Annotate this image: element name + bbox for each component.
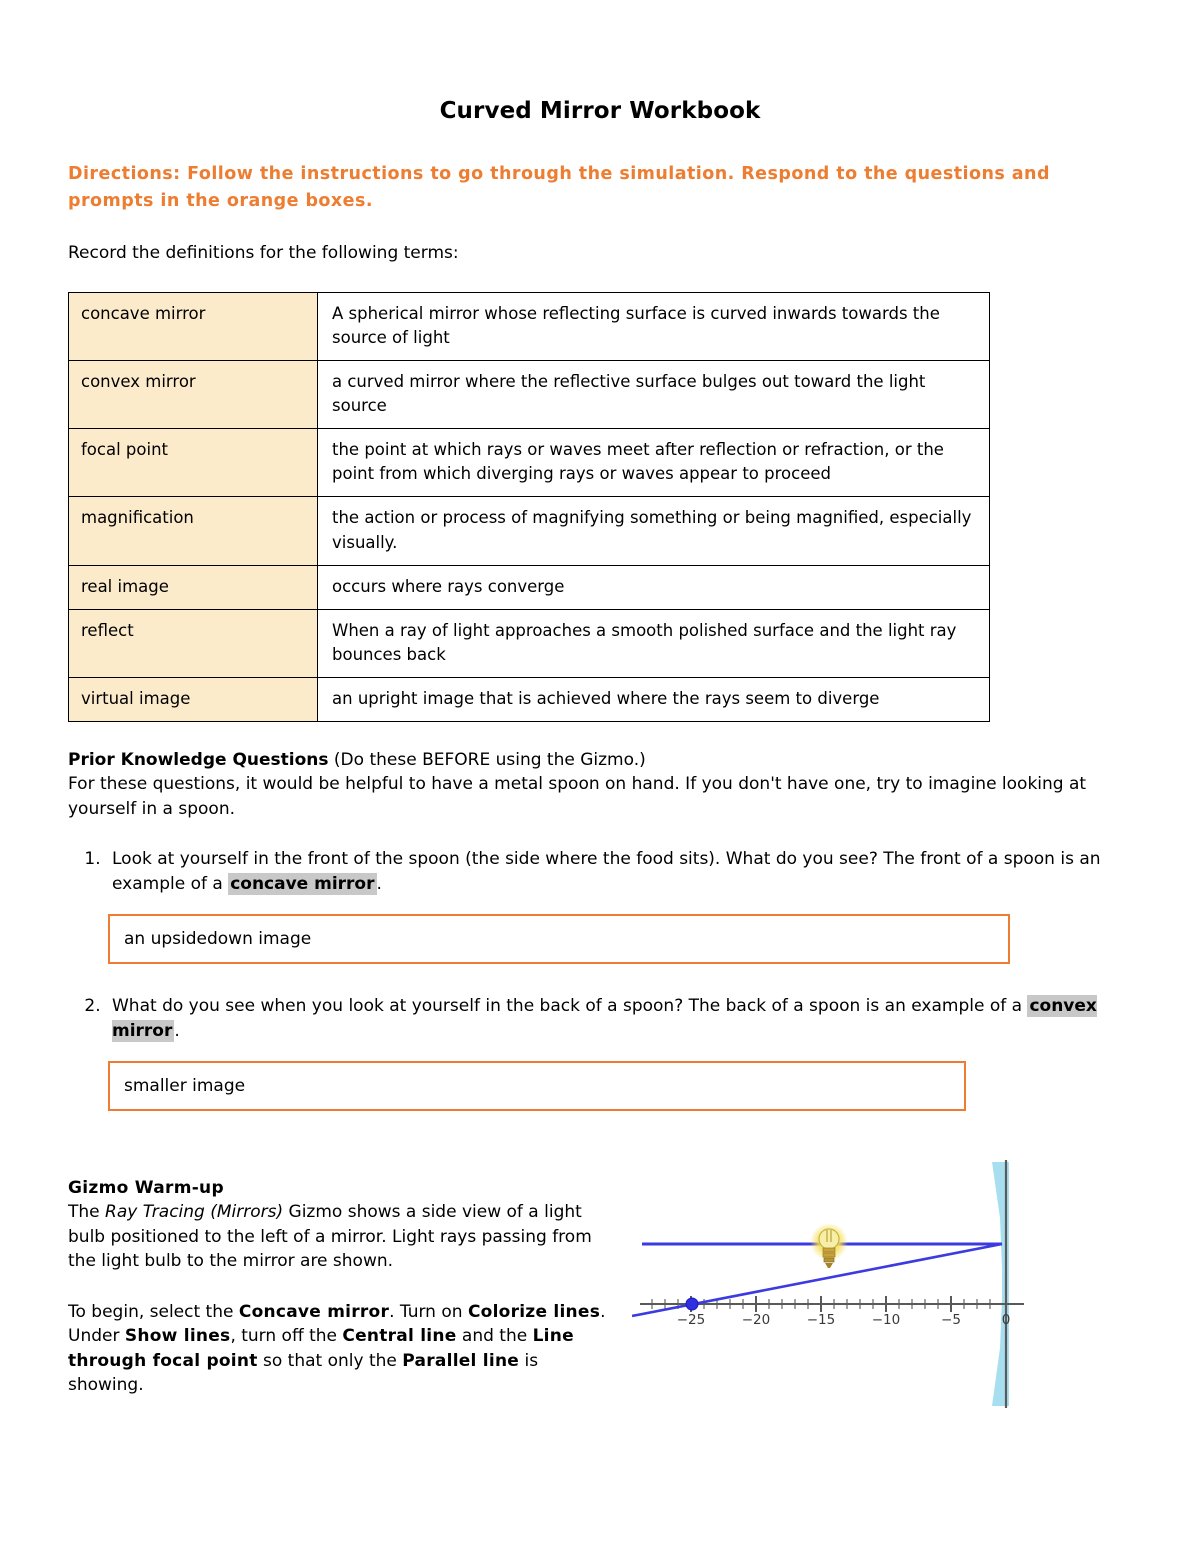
tick-label: −10: [871, 1312, 901, 1328]
gizmo-warmup-paragraph-2: [68, 1300, 616, 1398]
directions-text: Directions: Follow the instructions to go through the simulation. Respond to the questions and prompts in the orange boxes.: [68, 164, 1050, 211]
record-terms-instruction: Record the definitions for the following terms:: [68, 243, 459, 264]
definition-cell: the action or process of magnifying something or being magnified, especially visually.: [318, 497, 990, 565]
table-row: [69, 565, 990, 609]
control-concave-mirror: Concave mirror: [238, 1301, 390, 1322]
answer-box-1-text: an upsidedown image: [124, 929, 312, 950]
definition-cell: a curved mirror where the reflective surface bulges out toward the light source: [318, 361, 990, 429]
table-row: [69, 609, 990, 677]
definitions-table: [68, 292, 990, 722]
question-2-text-before: What do you see when you look at yourself in the back of a spoon? The back of a spoon is an example of a: [112, 996, 1028, 1017]
warmup-p2-a: To begin, select the: [68, 1301, 239, 1322]
warmup-p1-a: The: [68, 1202, 106, 1223]
term-cell: virtual image: [69, 677, 318, 721]
focal-point-marker[interactable]: [686, 1298, 698, 1310]
answer-box-2[interactable]: [108, 1061, 966, 1111]
prior-knowledge-block: [68, 748, 1132, 821]
prior-knowledge-heading-note: (Do these BEFORE using the Gizmo.): [328, 749, 646, 770]
prior-knowledge-heading-line: [68, 748, 1132, 772]
warmup-p2-c: . Turn on: [389, 1301, 468, 1322]
warmup-p2-g: so that only the: [257, 1350, 403, 1371]
term-cell: real image: [69, 565, 318, 609]
definition-cell: an upright image that is achieved where the rays seem to diverge: [318, 677, 990, 721]
definition-cell: A spherical mirror whose reflecting surface is curved inwards towards the source of light: [318, 292, 990, 360]
question-1: [106, 847, 1132, 964]
table-row: [69, 677, 990, 721]
term-cell: reflect: [69, 609, 318, 677]
definition-cell: the point at which rays or waves meet after reflection or refraction, or the point from which diverging rays or waves appear to proceed: [318, 429, 990, 497]
axis-tick-labels: [677, 1312, 1011, 1328]
question-2-text-after: .: [174, 1020, 180, 1041]
warmup-p1-b: Gizmo shows a side view of a light bulb positioned to the left of a mirror. Light rays passing from the light bulb to the mirror are shown.: [68, 1202, 592, 1272]
term-cell: convex mirror: [69, 361, 318, 429]
gizmo-warmup-paragraph-1: [68, 1200, 616, 1273]
page-title: Curved Mirror Workbook: [439, 98, 761, 124]
term-cell: magnification: [69, 497, 318, 565]
term-cell: focal point: [69, 429, 318, 497]
table-row: [69, 292, 990, 360]
control-line-through-focal-point: Line through focal point: [68, 1326, 574, 1371]
ray-diagram-svg: [632, 1158, 1032, 1410]
prior-knowledge-heading: Prior Knowledge Questions: [68, 749, 329, 770]
gizmo-warmup-section: [68, 1176, 616, 1398]
question-1-highlight-term: concave mirror: [230, 873, 375, 894]
question-1-text-before: Look at yourself in the front of the spoon (the side where the food sits). What do you see? The front of a spoon is an example of a: [112, 849, 1101, 894]
question-2-highlight-term: convex mirror: [112, 996, 1097, 1041]
question-1-text-after: .: [376, 873, 382, 894]
warmup-p2-d: . Under: [68, 1301, 606, 1347]
warmup-p2-f: and the: [456, 1326, 533, 1347]
tick-label: −5: [941, 1312, 961, 1328]
definition-cell: occurs where rays converge: [318, 565, 990, 609]
questions-list: [68, 847, 1132, 1111]
term-cell: concave mirror: [69, 292, 318, 360]
answer-box-2-text: smaller image: [124, 1075, 246, 1096]
warmup-p2-h: is showing.: [68, 1350, 539, 1396]
gizmo-warmup-heading: Gizmo Warm-up: [68, 1178, 224, 1198]
control-show-lines: Show lines: [124, 1326, 231, 1347]
table-row: [69, 429, 990, 497]
warmup-p2-e: , turn off the: [230, 1326, 343, 1347]
gizmo-name-italic: Ray Tracing (Mirrors): [105, 1202, 284, 1223]
control-parallel-line: Parallel line: [402, 1350, 520, 1371]
prior-knowledge-intro: For these questions, it would be helpful to have a metal spoon on hand. If you don't have one, try to imagine looking at yourself in a spoon.: [68, 774, 1087, 819]
answer-box-1[interactable]: [108, 914, 1010, 964]
definition-cell: When a ray of light approaches a smooth polished surface and the light ray bounces back: [318, 609, 990, 677]
ray-tracing-diagram: [632, 1158, 1032, 1410]
tick-label: −15: [806, 1312, 836, 1328]
control-central-line: Central line: [342, 1326, 457, 1347]
table-row: [69, 497, 990, 565]
table-row: [69, 361, 990, 429]
question-2: [106, 994, 1132, 1111]
tick-label: −20: [741, 1312, 771, 1328]
control-colorize-lines: Colorize lines: [467, 1301, 601, 1322]
tick-label: 0: [1001, 1312, 1011, 1328]
tick-label: −25: [676, 1312, 706, 1328]
